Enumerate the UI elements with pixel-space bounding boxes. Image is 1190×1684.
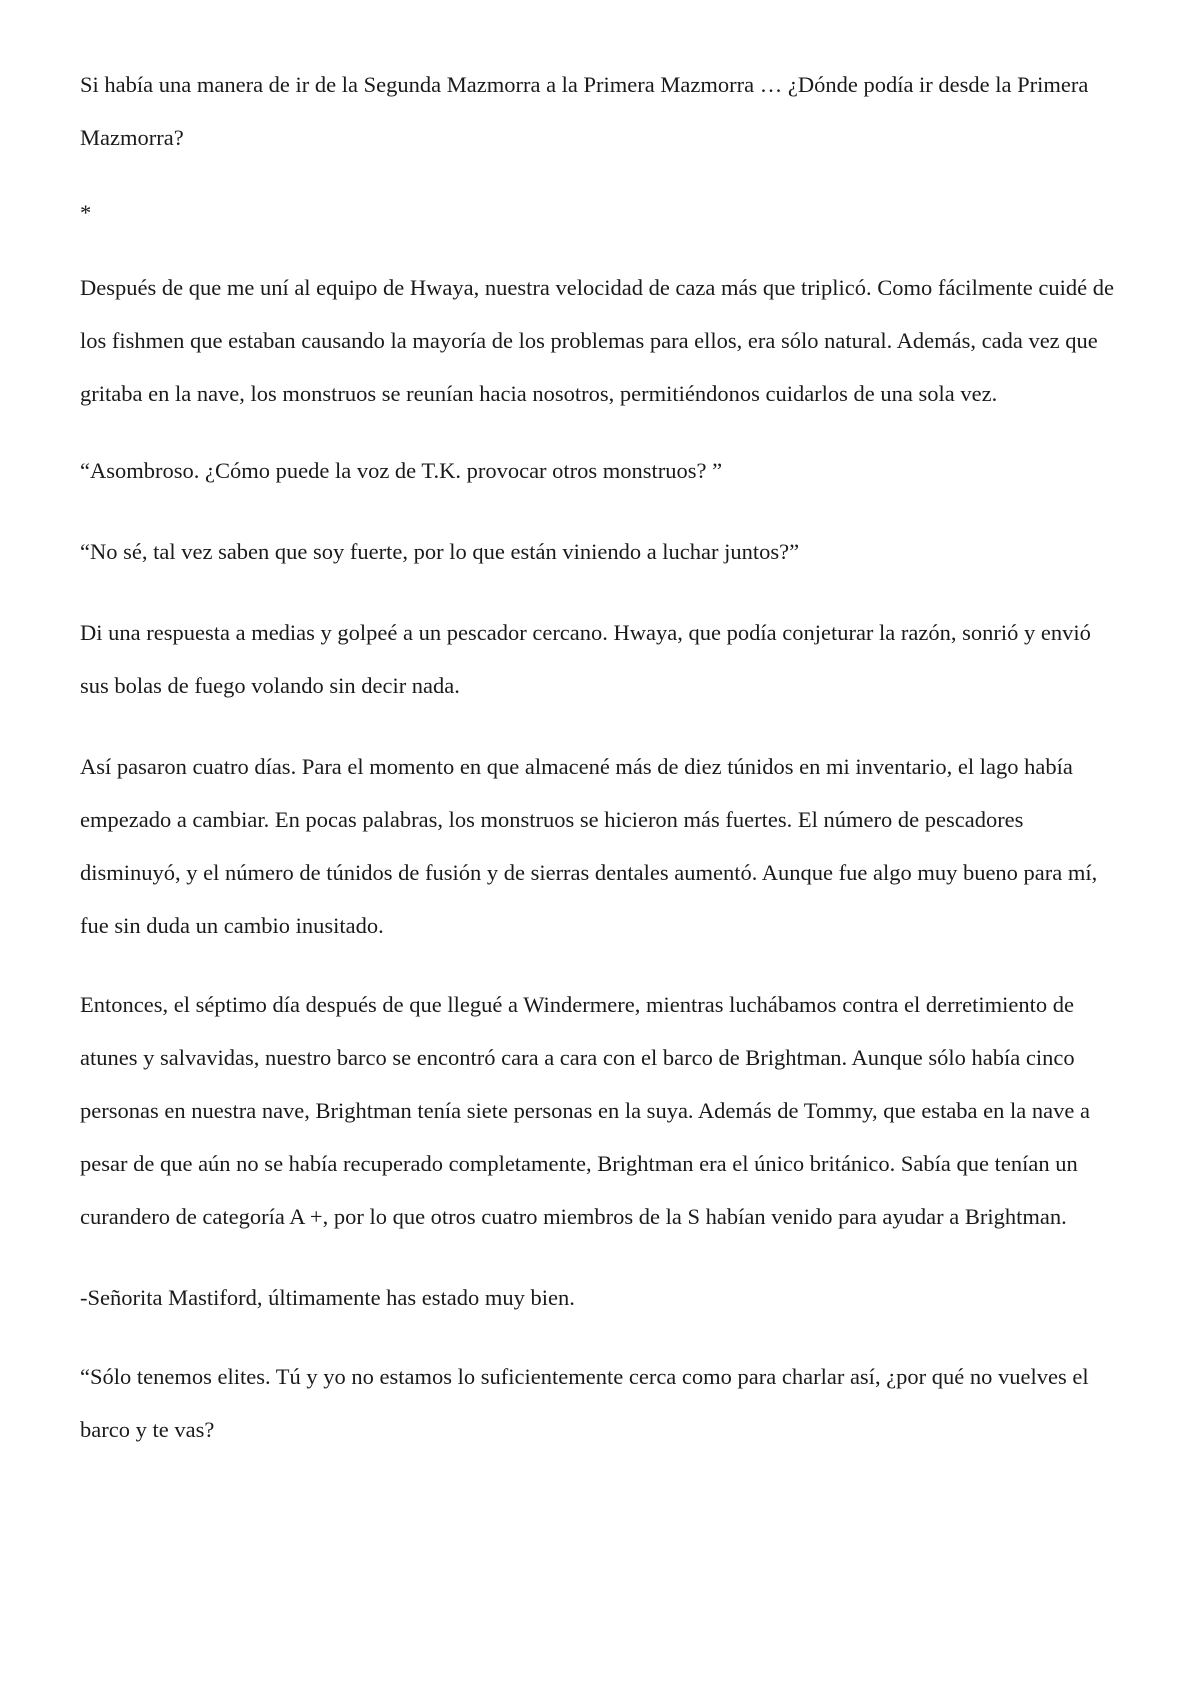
paragraph-hunting-speed: Después de que me uní al equipo de Hwaya, nuestra velocidad de caza más que triplicó. Como fácilmente cuidé de los fishmen que estaban causando la mayoría de los problemas para ellos, era sólo natural. Además, cada vez que gritaba en la nave, los monstruos se reunían hacia nosotros, permitiéndonos cuidarlos de una sola vez. — [80, 275, 1115, 406]
paragraph-dialogue-mastiford: -Señorita Mastiford, últimamente has estado muy bien. — [80, 1285, 575, 1310]
scene-break-asterisk: * — [80, 200, 92, 225]
paragraph-seventh-day: Entonces, el séptimo día después de que llegué a Windermere, mientras luchábamos contra el derretimiento de atunes y salvavidas, nuestro barco se encontró cara a cara con el barco de Brightman. Aunque sólo había cinco personas en nuestra nave, Brightman tenía siete personas en la suya. Además de Tommy, que estaba en la nave a pesar de que aún no se había recuperado completamente, Brightman era el único británico. Sabía que tenían un curandero de categoría A +, por lo que otros cuatro miembros de la S habían venido para ayudar a Brightman. — [80, 992, 1090, 1229]
paragraph-half-answer: Di una respuesta a medias y golpeé a un pescador cercano. Hwaya, que podía conjeturar la razón, sonrió y envió sus bolas de fuego volando sin decir nada. — [80, 620, 1091, 698]
paragraph-four-days: Así pasaron cuatro días. Para el momento en que almacené más de diez túnidos en mi inventario, el lago había empezado a cambiar. En pocas palabras, los monstruos se hicieron más fuertes. El número de pescadores disminuyó, y el número de túnidos de fusión y de sierras dentales aumentó. Aunque fue algo muy bueno para mí, fue sin duda un cambio inusitado. — [80, 754, 1098, 938]
paragraph-dungeon-question: Si había una manera de ir de la Segunda Mazmorra a la Primera Mazmorra … ¿Dónde podía ir desde la Primera Mazmorra? — [80, 72, 1089, 150]
document-page — [80, 58, 1120, 1456]
paragraph-dialogue-amazing: “Asombroso. ¿Cómo puede la voz de T.K. provocar otros monstruos? ” — [80, 458, 723, 483]
paragraph-dialogue-elites: “Sólo tenemos elites. Tú y yo no estamos lo suficientemente cerca como para charlar así, ¿por qué no vuelves el barco y te vas? — [80, 1364, 1089, 1442]
paragraph-dialogue-dont-know: “No sé, tal vez saben que soy fuerte, por lo que están viniendo a luchar juntos?” — [80, 539, 800, 564]
